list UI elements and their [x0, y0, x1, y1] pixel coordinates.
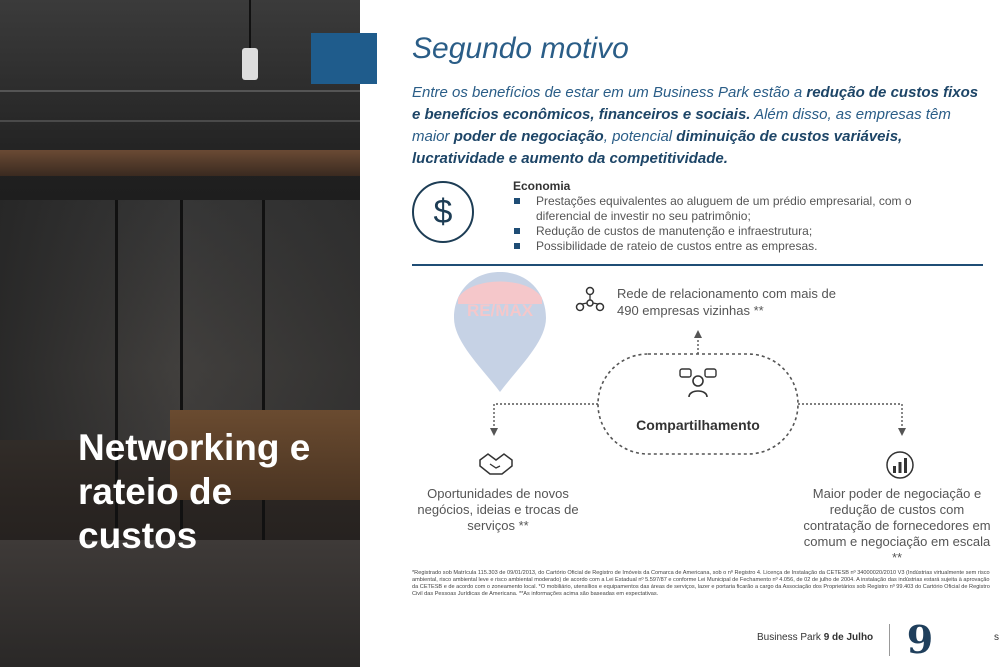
photo-mezzanine [0, 150, 360, 176]
intro-text: Além disso, as empresas têm maior [412, 106, 951, 145]
photo-title: Networking e rateio de custos [78, 427, 311, 556]
connector-right [798, 404, 902, 430]
dollar-icon: $ [412, 181, 474, 243]
economia-list [513, 194, 953, 254]
accent-square [311, 33, 377, 84]
photo-floor [0, 540, 360, 667]
logo-text: 9 [906, 619, 934, 659]
footnote: *Registrado sob Matrícula 115.303 de 09/01/2013, do Cartório Oficial de Registro de Imóveis da Comarca de Americana, sob o nº Registro 4. Licença de Instalação da CETESB nº 34000020/2010 V3 (Indústrias virtualmente sem risco ambiental, risco ambiental leve e risco ambiental moderado) de acordo com a Lei Estadual nº 5.597/87 e conforme Lei Municipal de Fechamento nº 4.056, de 02 de julho de 2004. A instalação das indústrias estará sujeita à aprovação da CETESB e de acordo com o zoneamento local. *O mobiliário, utensílios e equipamentos das áreas de serviços, lazer e portaria ficarão a cargo da Associação dos Proprietários sob Registro nº 99.403 do Cartório Oficial de Registro Civil das Pessoas Jurídicas de Americana. **As informações acima são baseadas em expectativas. [412, 570, 990, 597]
page-heading: Segundo motivo [412, 32, 629, 65]
arrow-left [490, 428, 498, 436]
business-park-logo [900, 619, 940, 659]
handshake-icon [478, 450, 514, 478]
photo-railing [0, 90, 360, 92]
people-icon [678, 365, 718, 405]
page-mark: s [994, 632, 999, 643]
arrow-up [694, 330, 702, 338]
opportunities-text: Oportunidades de novos negócios, ideias e trocas de serviços ** [417, 486, 579, 533]
photo-railing-lower [0, 120, 360, 122]
section-divider [412, 264, 983, 266]
remax-balloon-watermark [452, 268, 548, 398]
photo-lamp-wire [249, 0, 251, 50]
intro-text: Entre os benefícios de estar em um Business Park estão a [412, 84, 807, 101]
watermark-text: RE/MAX [466, 301, 534, 320]
intro-highlight: diminuição de custos variáveis, lucratividade e aumento da competitividade. [412, 128, 903, 167]
intro-text: , potencial [603, 128, 677, 145]
footer-brand [757, 632, 873, 643]
growth-chart-icon [885, 450, 915, 480]
negotiation-text: Maior poder de negociação e redução de custos com contratação de fornecedores em comum e negociação em escala ** [803, 486, 991, 565]
economia-item: Prestações equivalentes ao aluguem de um prédio empresarial, com o diferencial de investir no seu patrimônio; [513, 194, 953, 224]
intro-highlight: poder de negociação [453, 128, 604, 145]
photo-lamp [242, 48, 258, 80]
economia-title: Economia [513, 179, 571, 193]
intro-highlight: redução de custos fixos e benefícios econômicos, financeiros e sociais. [412, 84, 979, 123]
arrow-right [898, 428, 906, 436]
footer-brand-text: Business Park [757, 632, 824, 643]
network-icon [574, 285, 606, 317]
photo-wall [0, 0, 360, 160]
footer-separator [889, 624, 890, 656]
economia-item: Redução de custos de manutenção e infraestrutura; [513, 224, 953, 239]
economia-item: Possibilidade de rateio de custos entre as empresas. [513, 239, 953, 254]
hub-label: Compartilhamento [636, 417, 760, 433]
office-photo [0, 0, 360, 667]
network-text: Rede de relacionamento com mais de 490 empresas vizinhas ** [617, 286, 836, 318]
intro-paragraph [412, 82, 982, 170]
footer-brand-bold: 9 de Julho [823, 632, 874, 643]
connector-left [494, 404, 598, 430]
